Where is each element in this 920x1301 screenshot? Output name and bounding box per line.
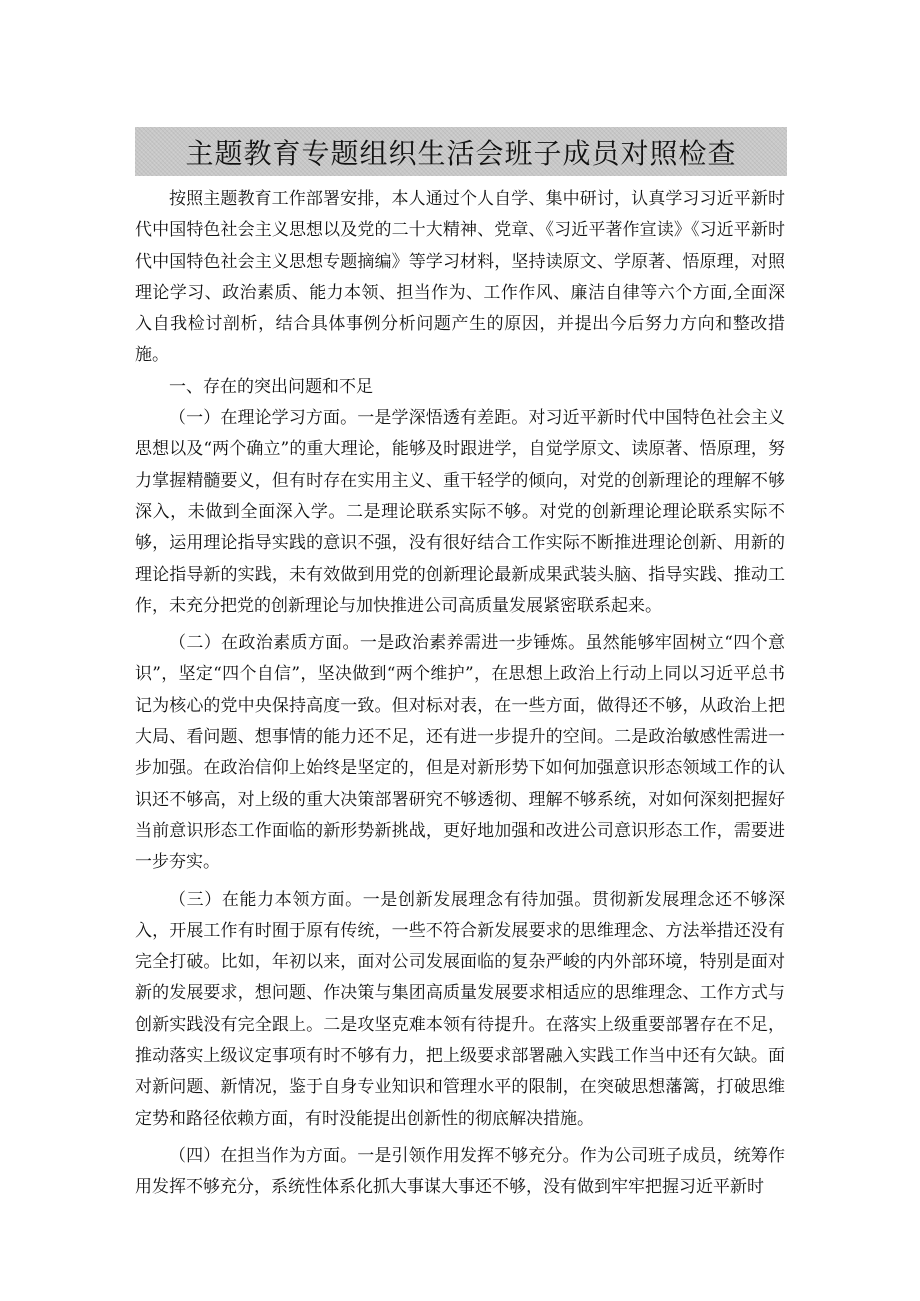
section-heading: 一、存在的突出问题和不足 [169,376,373,397]
paragraph-responsibility: （四）在担当作为方面。一是引领作用发挥不够充分。作为公司班子成员，统筹作用发挥不够充分，系统性体系化抓大事谋大事还不够，没有做到牢牢把握习近平新时 [135,1145,785,1198]
document-title: 主题教育专题组织生活会班子成员对照检查 [185,136,737,170]
paragraph-theory-study: （一）在理论学习方面。一是学深悟透有差距。对习近平新时代中国特色社会主义思想以及“两个确立”的重大理论，能够及时跟进学，自觉学原文、读原著、悟原理，努力掌握精髓要义，但有时存在实用主义、重干轻学的倾向，对党的创新理论的理解不够深入，未做到全面深入学。二是理论联系实际不够。对党的创新理论理论联系实际不够，运用理论指导实践的意识不强，没有很好结合工作实际不断推进理论创新、用新的理论指导新的实践，未有效做到用党的创新理论最新成果武装头脑、指导实践、推动工作，未充分把党的创新理论与加快推进公司高质量发展紧密联系起来。 [135,408,785,616]
intro-paragraph: 按照主题教育工作部署安排，本人通过个人自学、集中研讨，认真学习习近平新时代中国特色社会主义思想以及党的二十大精神、党章、《习近平著作宣读》《习近平新时代中国特色社会主义思想专题摘编》等学习材料，坚持读原文、学原著、悟原理，对照理论学习、政治素质、能力本领、担当作为、工作作风、廉洁自律等六个方面,全面深入自我检讨剖析，结合具体事例分析问题产生的原因，并提出今后努力方向和整改措施。 [135,189,785,366]
paragraph-political-quality: （二）在政治素质方面。一是政治素养需进一步锤炼。虽然能够牢固树立“四个意识”，坚定“四个自信”，坚决做到“两个维护”，在思想上政治上行动上同以习近平总书记为核心的党中央保持高度一致。但对标对表，在一些方面，做得还不够，从政治上把大局、看问题、想事情的能力还不足，还有进一步提升的空间。二是政治敏感性需进一步加强。在政治信仰上始终是坚定的，但是对新形势下如何加强意识形态领域工作的认识还不够高，对上级的重大决策部署研究不够透彻、理解不够系统，对如何深刻把握好当前意识形态工作面临的新形势新挑战，更好地加强和改进公司意识形态工作，需要进一步夯实。 [135,633,785,873]
paragraph-ability: （三）在能力本领方面。一是创新发展理念有待加强。贯彻新发展理念还不够深入，开展工作有时囿于原有传统，一些不符合新发展要求的思维理念、方法举措还没有完全打破。比如，年初以来，面对公司发展面临的复杂严峻的内外部环境，特别是面对新的发展要求，想问题、作决策与集团高质量发展要求相适应的思维理念、工作方式与创新实践没有完全跟上。二是攻坚克难本领有待提升。在落实上级重要部署存在不足，推动落实上级议定事项有时不够有力，把上级要求部署融入实践工作当中还有欠缺。面对新问题、新情况，鉴于自身专业知识和管理水平的限制，在突破思想藩篱，打破思维定势和路径依赖方面，有时没能提出创新性的彻底解决措施。 [135,889,785,1129]
document-body [135,184,785,1204]
title-banner [135,127,787,176]
